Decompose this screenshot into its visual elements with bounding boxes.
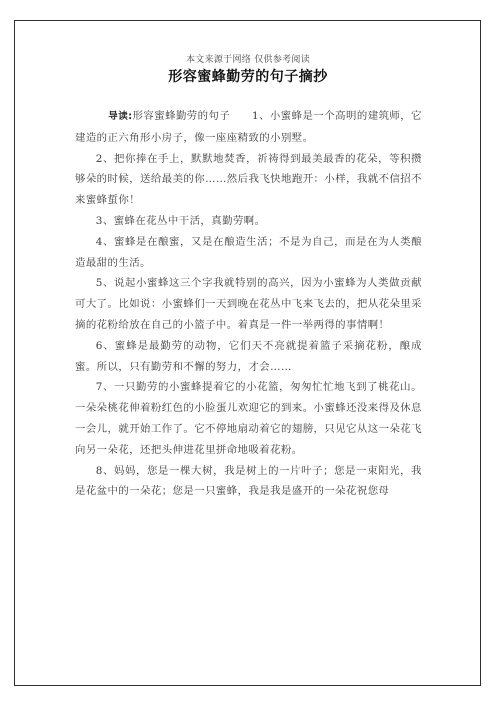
paragraph: 4、蜜蜂是在酿蜜，又是在酿造生活；不是为自己，而是在为人类酿造最甜的生活。 [75, 235, 422, 269]
paragraph: 6、蜜蜂是最勤劳的动物，它们天不亮就提着篮子采摘花粉，酿成蜜。所以，只有勤劳和不懈的努力，才会…… [75, 339, 422, 373]
paragraph: 3、蜜蜂在花丛中干活，真勤劳啊。 [95, 214, 266, 227]
paragraph: 7、一只勤劳的小蜜蜂提着它的小花篮，匆匆忙忙地飞到了桃花山。一朵朵桃花伸着粉红色的小脸蛋儿欢迎它的到来。小蜜蜂还没来得及休息一会儿，就开始工作了。它不停地扇动着它的翅膀，只见它从这一朵花飞向另一朵花，还把头伸进花里拼命地吸着花粉。 [75, 381, 422, 456]
paragraph: 5、说起小蜜蜂这三个字我就特别的高兴，因为小蜜蜂为人类做贡献可大了。比如说：小蜜蜂们一天到晚在花丛中飞来飞去的，把从花朵里采摘的花粉给放在自己的小篮子中。着真是一件一举两得的事情啊！ [75, 277, 422, 331]
paragraph-text: 形容蜜蜂勤劳的句子 1、小蜜蜂是一个高明的建筑师，它建造的正六角形小房子，像一座座精致的小别墅。 [75, 110, 422, 144]
article-body [75, 106, 422, 676]
source-note: 本文来源于网络 仅供参考阅读 [185, 55, 311, 65]
document-title: 形容蜜蜂勤劳的句子摘抄 [168, 69, 328, 85]
intro-paragraph [75, 106, 422, 149]
guide-label: 导读: [108, 111, 133, 122]
paragraph: 8、妈妈，您是一棵大树，我是树上的一片叶子；您是一束阳光，我是花盆中的一朵花；您是一只蜜蜂，我是我是盛开的一朵花祝您母 [75, 464, 422, 498]
paragraph: 2、把你捧在手上，默默地焚香，祈祷得到最美最香的花朵，等积攒够朵的时候，送给最美的你……然后我飞快地跑开：小样，我就不信招不来蜜蜂蜇你！ [75, 152, 422, 207]
